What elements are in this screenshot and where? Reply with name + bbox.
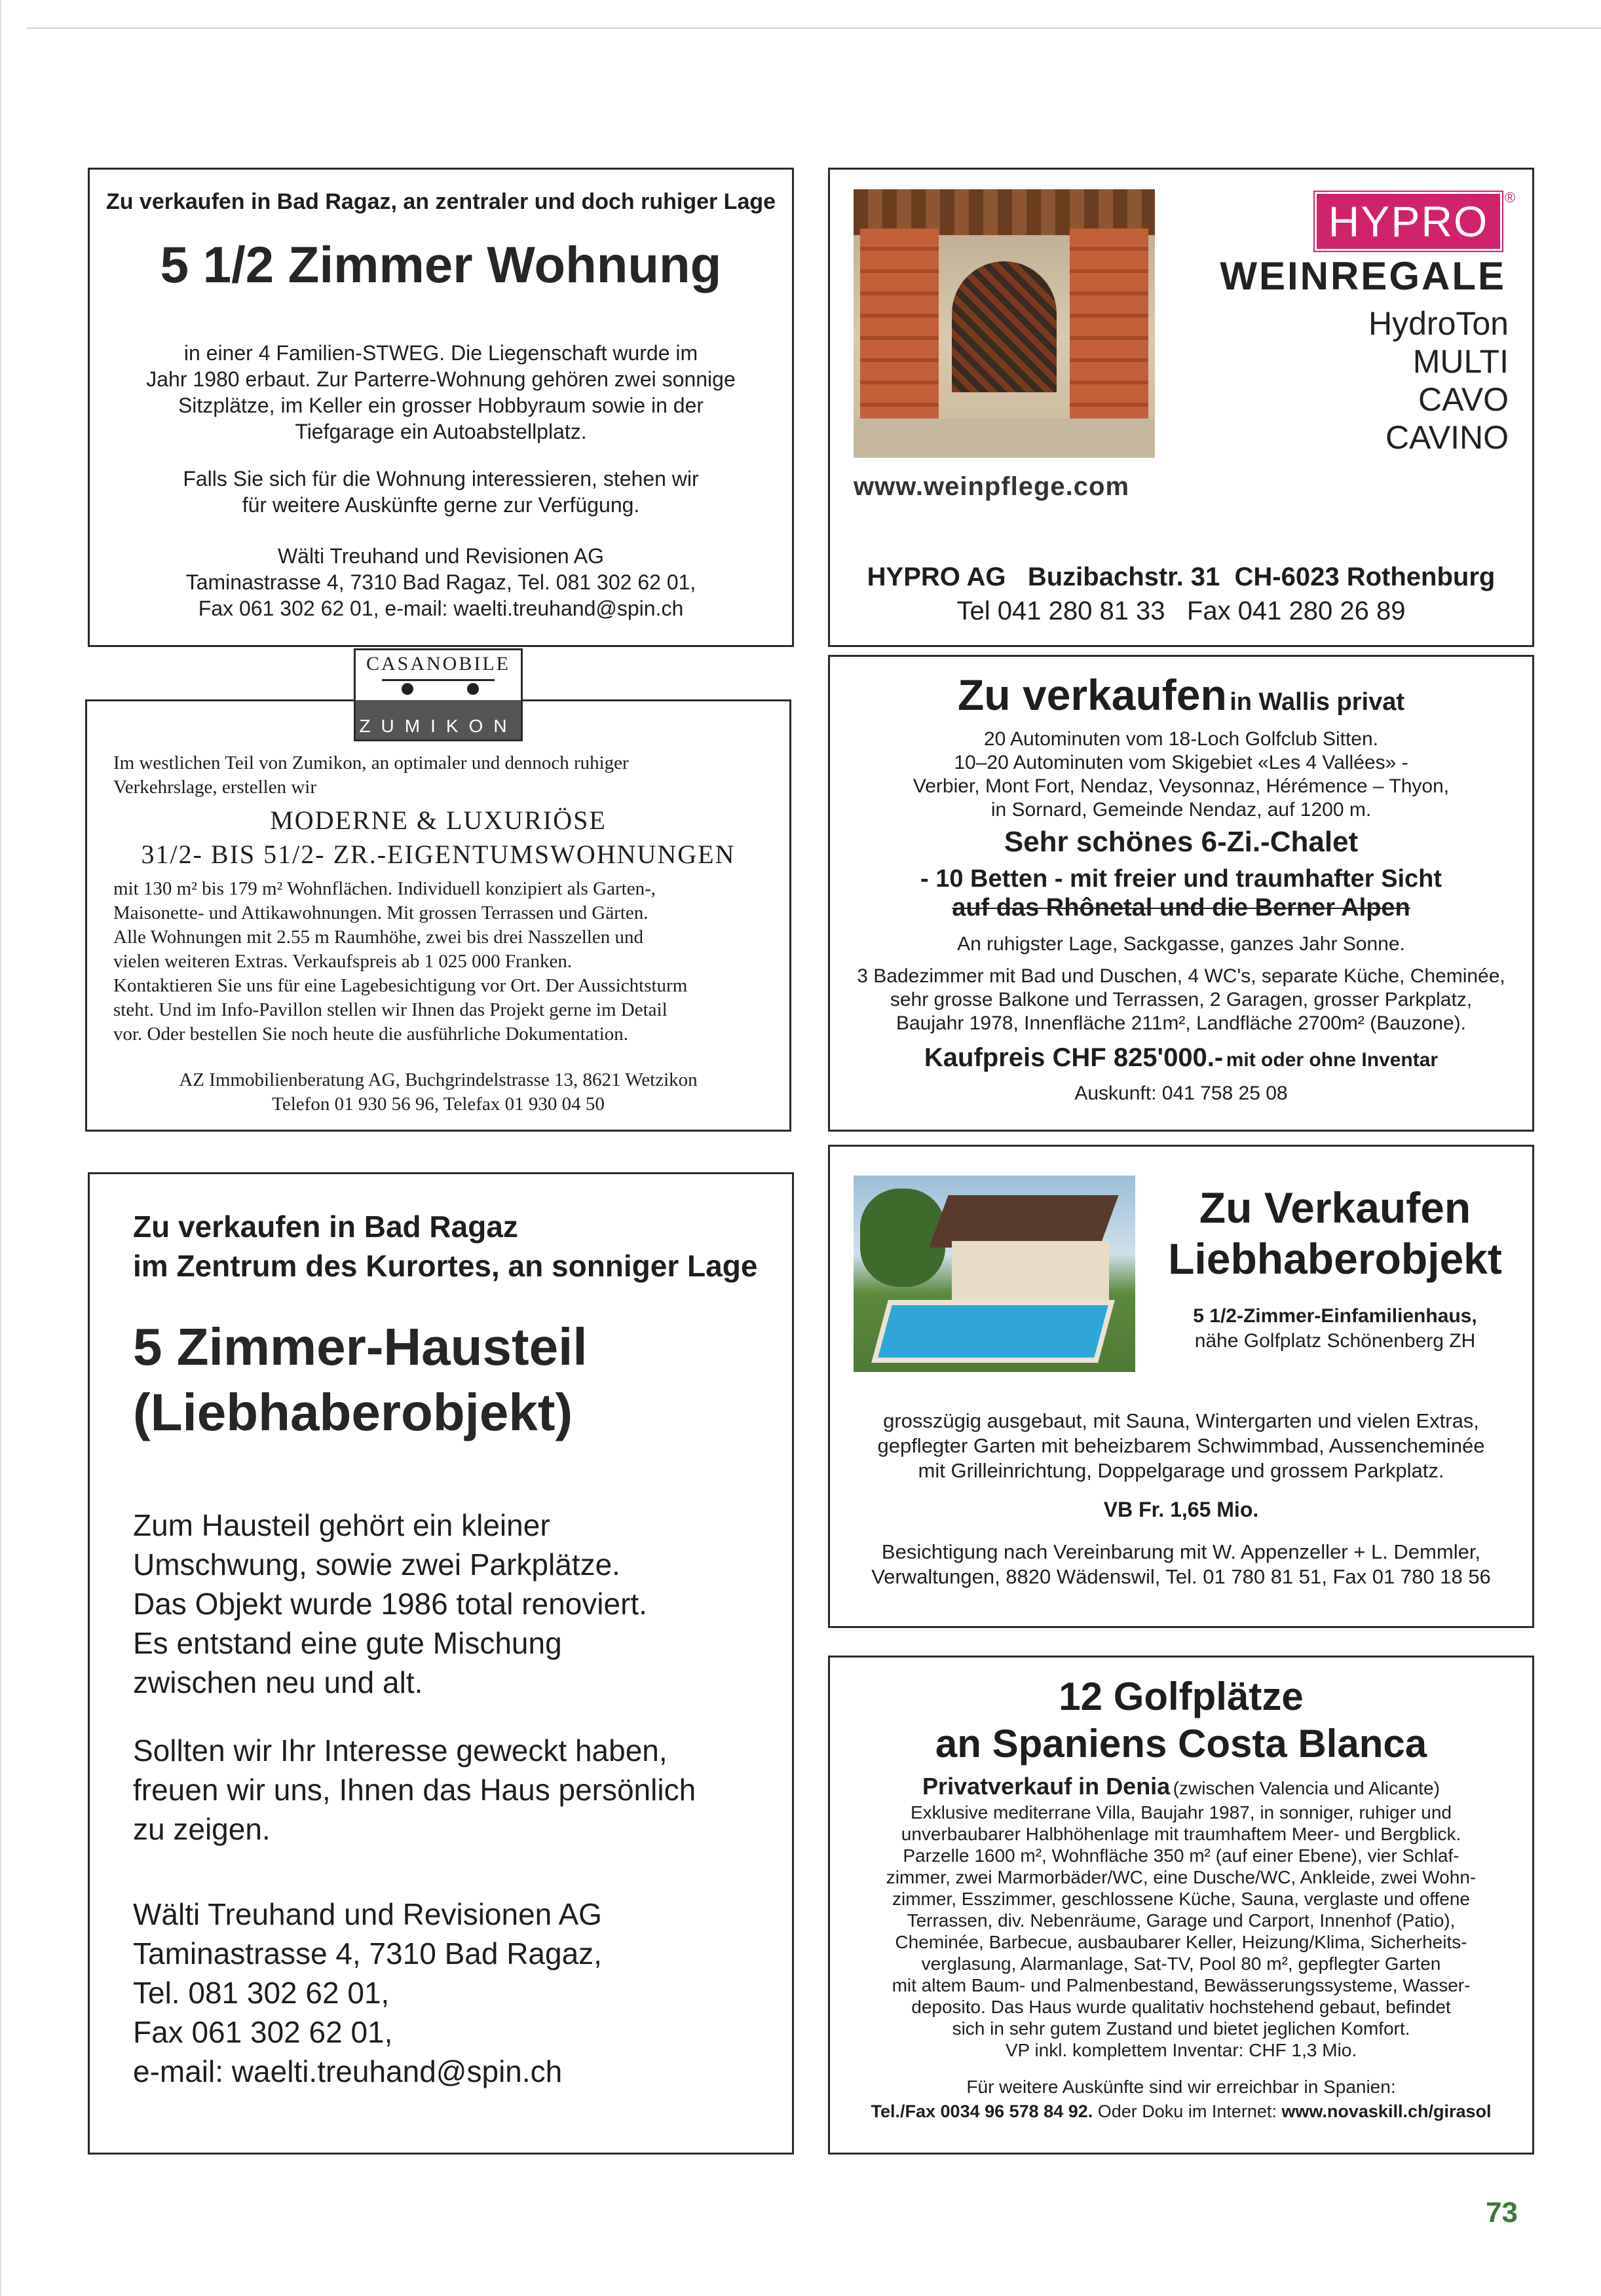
casanobile-logo-name: CASANOBILE: [366, 653, 510, 675]
text-line: e-mail: waelti.treuhand@spin.ch: [133, 2054, 563, 2088]
ad-title: [830, 1673, 1532, 1768]
text-line: Parzelle 1600 m², Wohnfläche 350 m² (auf einer Ebene), vier Schlaf-: [903, 1845, 1460, 1866]
ad-contact: [830, 2102, 1532, 2122]
text-line: Besichtigung nach Vereinbarung mit W. Appenzeller + L. Demmler,: [881, 1540, 1481, 1563]
text-line: Taminastrasse 4, 7310 Bad Ragaz, Tel. 081 302 62 01,: [185, 570, 696, 594]
text-line: Im westlichen Teil von Zumikon, an optimaler und dennoch ruhiger: [113, 752, 629, 773]
text-line: mit 130 m² bis 179 m² Wohnflächen. Individuell konzipiert als Garten-,: [113, 878, 656, 899]
text-line: zimmer, Esszimmer, geschlossene Küche, Sauna, verglaste und offene: [892, 1889, 1470, 1909]
scan-edge-left: [0, 0, 1, 2296]
ad-description: [116, 340, 766, 445]
text-line: Umschwung, sowie zwei Parkplätze.: [133, 1547, 620, 1582]
ad-info: Auskunft: 041 758 25 08: [1074, 1083, 1288, 1104]
text-line: Zu verkaufen in Bad Ragaz: [133, 1210, 518, 1244]
text-line: 10–20 Autominuten vom Skigebiet «Les 4 Vallées» -: [954, 752, 1408, 773]
text-line: Exklusive mediterrane Villa, Baujahr 1987, in sonniger, ruhiger und: [911, 1802, 1452, 1823]
text-line: vor. Oder bestellen Sie noch heute die ausführliche Dokumentation.: [113, 1024, 629, 1045]
text-line: 5 1/2-Zimmer-Einfamilienhaus,: [1193, 1305, 1477, 1327]
text-line: Verbier, Mont Fort, Nendaz, Veysonnaz, Hérémence – Thyon,: [913, 775, 1450, 797]
ad-paragraph: [133, 1506, 766, 1702]
lead-note: (zwischen Valencia und Alicante): [1173, 1778, 1440, 1798]
ad-contact: [133, 1895, 766, 2091]
text-line: Tiefgarage ein Autoabstellplatz.: [295, 420, 587, 443]
text-line: 5 Zimmer-Hausteil: [133, 1318, 588, 1376]
page-number: 73: [1486, 2196, 1518, 2229]
text-line: Wälti Treuhand und Revisionen AG: [277, 544, 605, 568]
text-line: sich in sehr gutem Zustand und bietet jeglichen Komfort.: [952, 2018, 1410, 2039]
ad-body: [837, 1409, 1526, 1483]
ad-heading: MODERNE & LUXURIÖSE: [270, 805, 607, 835]
ad-lead: [830, 1773, 1532, 1800]
text-line: vielen weiteren Extras. Verkaufspreis ab 1 025 000 Franken.: [113, 951, 573, 972]
text-line: Maisonette- und Attikawohnungen. Mit grossen Terrassen und Gärten.: [113, 902, 649, 923]
text-line: Das Objekt wurde 1986 total renoviert.: [133, 1587, 647, 1621]
title-small: in Wallis privat: [1230, 688, 1404, 716]
house-pool-photo: [854, 1176, 1135, 1372]
ad-bad-ragaz-wohnung: [88, 168, 794, 647]
text-line: gepflegter Garten mit beheizbarem Schwimmbad, Aussencheminée: [877, 1434, 1485, 1457]
ad-hypro: [828, 168, 1534, 647]
text-line: Falls Sie sich für die Wohnung interessieren, stehen wir: [183, 467, 699, 491]
text-line: verglasung, Alarmanlage, Sat-TV, Pool 80 m², gepflegter Garten: [921, 1953, 1441, 1974]
text-line: für weitere Auskünfte gerne zur Verfügung.: [242, 493, 640, 517]
text-line: zu zeigen.: [133, 1812, 271, 1846]
ad-price: VB Fr. 1,65 Mio.: [1103, 1498, 1259, 1521]
text-line: Zu Verkaufen: [1199, 1183, 1471, 1232]
text-line: Fax 061 302 62 01,: [133, 2015, 393, 2049]
ad-title: [133, 1314, 766, 1445]
text-line: VP inkl. komplettem Inventar: CHF 1,3 Mio.: [1005, 2040, 1357, 2060]
casanobile-logo-place: ZUMIKON: [359, 716, 518, 736]
ad-wallis: [828, 655, 1534, 1132]
ad-location: [830, 728, 1532, 822]
hypro-heading: WEINREGALE: [1220, 254, 1506, 298]
text-line: 12 Golfplätze: [1059, 1675, 1304, 1718]
ad-liebhaberobjekt: [828, 1145, 1534, 1628]
text-line: nähe Golfplatz Schönenberg ZH: [1194, 1330, 1476, 1352]
contact-mid: Oder Doku im Internet:: [1093, 2102, 1282, 2121]
text-line: AZ Immobilienberatung AG, Buchgrindelstrasse 13, 8621 Wetzikon: [179, 1069, 698, 1090]
text-line: in Sornard, Gemeinde Nendaz, auf 1200 m.: [990, 799, 1372, 821]
text-line: Verkehrslage, erstellen wir: [113, 777, 317, 798]
ad-features: [830, 965, 1532, 1035]
hypro-phone: Tel 041 280 81 33 Fax 041 280 26 89: [956, 597, 1406, 625]
ad-subtitle: [1144, 1304, 1526, 1354]
ad-situation: An ruhigster Lage, Sackgasse, ganzes Jahr Sonne.: [957, 933, 1405, 955]
product-name: CAVINO: [1385, 419, 1509, 456]
price-value: Kaufpreis CHF 825'000.-: [924, 1043, 1224, 1072]
ad-info: Für weitere Auskünfte sind wir erreichbar in Spanien:: [966, 2077, 1396, 2097]
ad-spanien: [828, 1656, 1534, 2155]
ad-heading: 31/2- BIS 51/2- ZR.-EIGENTUMSWOHNUNGEN: [141, 840, 736, 869]
text-line: 20 Autominuten vom 18-Loch Golfclub Sitten.: [983, 728, 1379, 750]
hypro-url[interactable]: www.weinpflege.com: [854, 472, 1130, 501]
text-line: Sitzplätze, im Keller ein grosser Hobbyraum sowie in der: [178, 394, 704, 417]
product-name: CAVO: [1418, 381, 1509, 418]
ad-intro: [113, 751, 763, 800]
text-line: zwischen neu und alt.: [133, 1665, 423, 1699]
price-note: mit oder ohne Inventar: [1226, 1049, 1439, 1071]
text-line: im Zentrum des Kurortes, an sonniger Lage: [133, 1249, 758, 1283]
text-line: Taminastrasse 4, 7310 Bad Ragaz,: [133, 1936, 602, 1971]
product-name: HydroTon: [1368, 305, 1509, 342]
product-name: MULTI: [1412, 343, 1509, 380]
lead-bold: Privatverkauf in Denia: [922, 1773, 1171, 1800]
text-line: grosszügig ausgebaut, mit Sauna, Wintergarten und vielen Extras,: [883, 1409, 1479, 1432]
hypro-logo: HYPRO: [1315, 192, 1502, 251]
text-line: mit altem Baum- und Palmenbestand, Bewässerungssysteme, Wasser-: [892, 1975, 1471, 1995]
text-line: Liebhaberobjekt: [1168, 1234, 1502, 1283]
text-line: steht. Und im Info-Pavillon stellen wir Ihnen das Projekt gerne im Detail: [113, 999, 668, 1020]
text-line: Fax 061 302 62 01, e-mail: waelti.treuhand@spin.ch: [198, 597, 684, 620]
text-line: (Liebhaberobjekt): [133, 1383, 573, 1441]
ad-price: [830, 1043, 1532, 1073]
text-line: unverbaubarer Halbhöhenlage mit traumhaftem Meer- und Bergblick.: [901, 1824, 1461, 1844]
ad-casanobile: [85, 699, 791, 1132]
ad-title: [1144, 1182, 1526, 1284]
ad-paragraph: [133, 1731, 766, 1849]
ad-contact: [113, 1068, 763, 1117]
text-line: sehr grosse Balkone und Terrassen, 2 Garagen, grosser Parkplatz,: [890, 989, 1473, 1010]
ad-body: [113, 877, 763, 1046]
ad-title: [830, 670, 1532, 720]
ad-contact: [116, 543, 766, 621]
text-line: Baujahr 1978, Innenfläche 211m², Landfläche 2700m² (Bauzone).: [895, 1012, 1466, 1034]
contact-phone: Tel./Fax 0034 96 578 84 92.: [871, 2102, 1093, 2121]
registered-mark-icon: ®: [1505, 189, 1516, 206]
text-line: Cheminée, Barbecue, ausbaubarer Keller, Heizung/Klima, Sicherheits-: [895, 1932, 1467, 1952]
ad-body: [830, 1802, 1532, 2061]
wine-cellar-photo: [854, 189, 1155, 458]
text-line: zimmer, zwei Marmorbäder/WC, eine Dusche/WC, Ankleide, zwei Wohn-: [886, 1867, 1477, 1887]
ad-headline: Zu verkaufen in Bad Ragaz, an zentraler und doch ruhiger Lage: [105, 189, 776, 214]
text-line: Telefon 01 930 56 96, Telefax 01 930 04 50: [272, 1094, 605, 1115]
text-line: Jahr 1980 erbaut. Zur Parterre-Wohnung gehören zwei sonnige: [146, 367, 736, 391]
ad-title: 5 1/2 Zimmer Wohnung: [160, 236, 722, 293]
text-line: Wälti Treuhand und Revisionen AG: [133, 1897, 602, 1931]
text-line: mit Grilleinrichtung, Doppelgarage und grossem Parkplatz.: [918, 1459, 1444, 1482]
hypro-address: HYPRO AG Buzibachstr. 31 CH-6023 Rothenburg: [867, 563, 1496, 591]
text-line: an Spaniens Costa Blanca: [935, 1722, 1427, 1766]
ad-heading: Sehr schönes 6-Zi.-Chalet: [1004, 826, 1359, 858]
contact-url[interactable]: www.novaskill.ch/girasol: [1281, 2102, 1492, 2121]
ad-bad-ragaz-hausteil: [88, 1172, 794, 2155]
casanobile-logo: [354, 648, 523, 741]
text-line: in einer 4 Familien-STWEG. Die Liegenschaft wurde im: [183, 341, 698, 365]
ad-interest: [116, 466, 766, 518]
text-line: Terrassen, div. Nebenräume, Garage und Carport, Innenhof (Patio),: [907, 1910, 1456, 1931]
text-line: deposito. Das Haus wurde qualitativ hochstehend gebaut, befindet: [911, 1997, 1451, 2017]
ad-headline: [133, 1207, 766, 1286]
text-line: 3 Badezimmer mit Bad und Duschen, 4 WC's, separate Küche, Cheminée,: [857, 965, 1505, 987]
text-line: freuen wir uns, Ihnen das Haus persönlich: [133, 1773, 696, 1807]
ad-contact: [837, 1540, 1526, 1589]
text-line: Verwaltungen, 8820 Wädenswil, Tel. 01 780 81 51, Fax 01 780 18 56: [871, 1565, 1491, 1588]
text-line: Sollten wir Ihr Interesse geweckt haben,: [133, 1733, 668, 1768]
title-big: Zu verkaufen: [957, 671, 1227, 719]
text-line: Kontaktieren Sie uns für eine Lagebesichtigung vor Ort. Der Aussichtsturm: [113, 975, 688, 996]
hypro-products: [1368, 305, 1509, 456]
text-line: Zum Hausteil gehört ein kleiner: [133, 1508, 550, 1542]
text-line: Es entstand eine gute Mischung: [133, 1626, 562, 1660]
ad-subheading: auf das Rhônetal und die Berner Alpen: [952, 894, 1410, 921]
text-line: Alle Wohnungen mit 2.55 m Raumhöhe, zwei bis drei Nasszellen und: [113, 927, 643, 948]
scan-edge-top: [26, 28, 1601, 29]
ad-subheading: - 10 Betten - mit freier und traumhafter Sicht: [920, 865, 1442, 893]
text-line: Tel. 081 302 62 01,: [133, 1976, 390, 2010]
